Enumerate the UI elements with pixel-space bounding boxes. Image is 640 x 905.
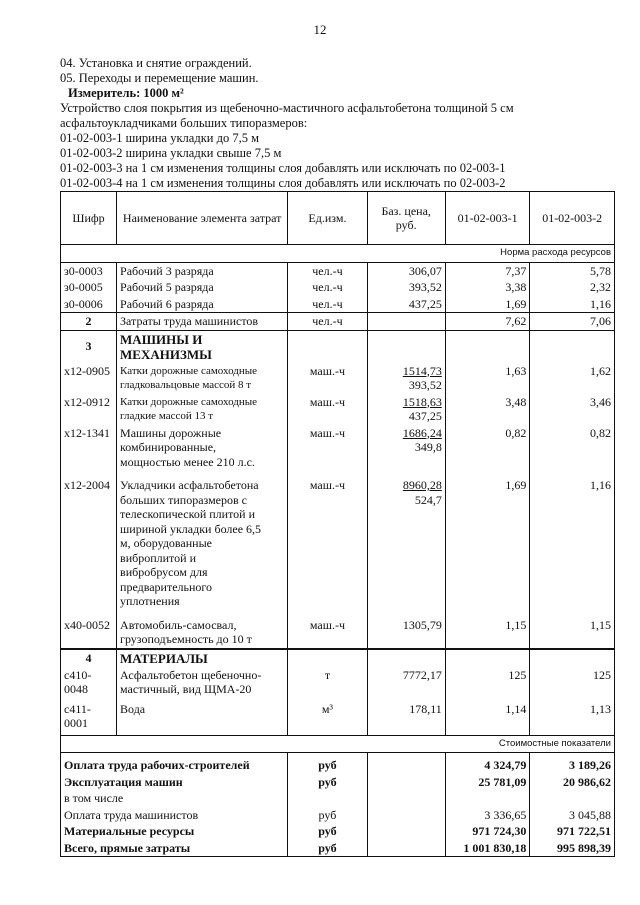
cell-unit: м³ bbox=[288, 698, 367, 736]
cost-row-machines bbox=[61, 774, 615, 791]
cell-name bbox=[117, 667, 288, 698]
cell-name bbox=[117, 610, 288, 649]
cell-price: 1305,79 bbox=[367, 610, 445, 649]
cell-name-line: комбинированные, bbox=[120, 440, 217, 454]
cell-name-line: грузоподъемность до 10 т bbox=[120, 632, 252, 646]
cell-value-1: 7,62 bbox=[445, 313, 530, 331]
section-3-title-line-1: МАШИНЫ И bbox=[120, 331, 203, 347]
table-row bbox=[61, 279, 615, 296]
table-row bbox=[61, 394, 615, 425]
header-name: Наименование элемента затрат bbox=[117, 192, 288, 245]
cell-price: 178,11 bbox=[367, 698, 445, 736]
cell-name bbox=[117, 470, 288, 610]
header-unit: Ед.изм. bbox=[288, 192, 367, 245]
cost-unit: руб bbox=[288, 840, 367, 857]
section-3-title-line-2: МЕХАНИЗМЫ bbox=[120, 346, 212, 362]
cell-code: х12-2004 bbox=[61, 470, 117, 610]
cost-row-materials bbox=[61, 823, 615, 840]
cost-empty bbox=[367, 807, 445, 824]
page-number: 12 bbox=[313, 22, 327, 37]
table-row bbox=[61, 296, 615, 313]
cost-label-text: Всего, прямые затраты bbox=[61, 840, 288, 857]
cell-name-line: виброплитой и bbox=[120, 550, 196, 565]
table-row bbox=[61, 610, 615, 649]
cell-code: с411-0001 bbox=[61, 698, 117, 736]
cost-empty bbox=[367, 774, 445, 791]
cost-row-labor bbox=[61, 753, 615, 774]
cell-name bbox=[117, 394, 288, 425]
table-row bbox=[61, 667, 615, 698]
cost-label-row bbox=[61, 735, 615, 753]
cell-value-1: 0,82 bbox=[445, 425, 530, 471]
cell-code: 2 bbox=[61, 313, 117, 331]
price-machine: 1514,73 bbox=[402, 363, 442, 378]
cell-name-line: Машины дорожные bbox=[120, 425, 222, 440]
section-2-row bbox=[61, 313, 615, 331]
cell-code: х12-0905 bbox=[61, 363, 117, 394]
cost-row-total bbox=[61, 840, 615, 857]
cell-value-2: 0,82 bbox=[530, 425, 615, 471]
cost-label-text: в том числе bbox=[61, 790, 288, 807]
cell-code: 4 bbox=[61, 649, 117, 667]
header-col1: 01-02-003-1 bbox=[445, 192, 530, 245]
cost-value-1 bbox=[445, 790, 530, 807]
norm-item-1: 01-02-003-1 ширина укладки до 7,5 м bbox=[60, 131, 259, 145]
table-row bbox=[61, 470, 615, 610]
cost-unit: руб bbox=[288, 823, 367, 840]
cost-value-2: 995 898,39 bbox=[530, 840, 615, 857]
cost-unit: руб bbox=[288, 774, 367, 791]
cell-price bbox=[367, 394, 445, 425]
cell-value-2: 1,62 bbox=[530, 363, 615, 394]
table-row bbox=[61, 262, 615, 279]
cell-unit: чел.-ч bbox=[288, 279, 367, 296]
cell-code: с410-0048 bbox=[61, 667, 117, 698]
cost-empty bbox=[367, 753, 445, 774]
header-code: Шифр bbox=[61, 192, 117, 245]
section-3-row bbox=[61, 330, 615, 363]
cost-value-2: 3 189,26 bbox=[530, 753, 615, 774]
norm-item-4: 01-02-003-4 на 1 см изменения толщины слоя добавлять или исключать по 02-003-2 bbox=[60, 176, 506, 190]
cell-name-line: м, оборудованные bbox=[120, 536, 212, 550]
section-4-title: МАТЕРИАЛЫ bbox=[117, 649, 288, 667]
norm-label-row bbox=[61, 245, 615, 263]
cell-code: з0-0006 bbox=[61, 296, 117, 313]
cell-name: Рабочий 5 разряда bbox=[117, 279, 288, 296]
cell-name-line: шириной укладки более 6,5 bbox=[120, 521, 262, 536]
cell-name-line: Укладчики асфальтобетона bbox=[120, 478, 259, 492]
cell-unit: маш.-ч bbox=[288, 425, 367, 471]
cell-name-line: Катки дорожные самоходные bbox=[120, 395, 258, 408]
cell-name: Вода bbox=[117, 698, 288, 736]
cost-value-2: 20 986,62 bbox=[530, 774, 615, 791]
cell-name-line: вибробрусом для bbox=[120, 565, 208, 579]
cell-name-line: гладкие массой 13 т bbox=[120, 410, 214, 422]
cell-name-line: уплотнения bbox=[120, 594, 180, 608]
cost-label-text: Оплата труда рабочих-строителей bbox=[61, 753, 288, 774]
cell-value-1: 3,38 bbox=[445, 279, 530, 296]
cell-value-1: 3,48 bbox=[445, 394, 530, 425]
cost-empty bbox=[367, 823, 445, 840]
cell-name bbox=[117, 363, 288, 394]
cost-value-1: 25 781,09 bbox=[445, 774, 530, 791]
price-operator: 524,7 bbox=[414, 492, 442, 507]
cell-name-line: гладковальцовые массой 8 т bbox=[120, 379, 252, 391]
cell-value-1: 1,69 bbox=[445, 296, 530, 313]
cell-name-line: Асфальтобетон щебеночно- bbox=[120, 667, 262, 682]
cost-row-including bbox=[61, 790, 615, 807]
cell-value-1: 125 bbox=[445, 667, 530, 698]
cost-unit: руб bbox=[288, 807, 367, 824]
price-operator: 349,8 bbox=[414, 440, 442, 454]
cell-value-1: 1,63 bbox=[445, 363, 530, 394]
cell-unit: т bbox=[288, 667, 367, 698]
cell-value-2: 1,13 bbox=[530, 698, 615, 736]
cell-price: 393,52 bbox=[367, 279, 445, 296]
table-row bbox=[61, 425, 615, 471]
cell-name bbox=[117, 425, 288, 471]
cell-value-2: 7,06 bbox=[530, 313, 615, 331]
table-row bbox=[61, 698, 615, 736]
intro-line-1: 04. Установка и снятие ограждений. bbox=[60, 56, 252, 70]
section-4-row bbox=[61, 649, 615, 667]
cell-name-line: мастичный, вид ЩМА-20 bbox=[120, 682, 252, 696]
norm-item-3: 01-02-003-3 на 1 см изменения толщины слоя добавлять или исключать по 02-003-1 bbox=[60, 161, 506, 175]
cell-price: 7772,17 bbox=[367, 667, 445, 698]
cell-unit: маш.-ч bbox=[288, 394, 367, 425]
work-description-1: Устройство слоя покрытия из щебеночно-мастичного асфальтобетона толщиной 5 см bbox=[60, 101, 514, 115]
price-operator: 393,52 bbox=[408, 378, 442, 392]
cell-name: Рабочий 3 разряда bbox=[117, 262, 288, 279]
cell-name-line: Катки дорожные самоходные bbox=[120, 364, 258, 377]
cell-price bbox=[367, 313, 445, 331]
resource-table bbox=[60, 191, 615, 857]
norm-label: Норма расхода ресурсов bbox=[61, 245, 615, 263]
price-operator: 437,25 bbox=[408, 409, 442, 423]
header-price: Баз. цена, руб. bbox=[367, 192, 445, 245]
table-row bbox=[61, 363, 615, 394]
cost-value-2: 971 722,51 bbox=[530, 823, 615, 840]
cell-price bbox=[367, 470, 445, 610]
cell-value-2: 2,32 bbox=[530, 279, 615, 296]
cost-value-1: 3 336,65 bbox=[445, 807, 530, 824]
cell-code: 3 bbox=[61, 330, 117, 363]
cell-name: Затраты труда машинистов bbox=[117, 313, 288, 331]
cell-code: з0-0005 bbox=[61, 279, 117, 296]
cell-unit: чел.-ч bbox=[288, 296, 367, 313]
cost-empty bbox=[367, 840, 445, 857]
cell-value-2: 1,16 bbox=[530, 470, 615, 610]
cell-value-2: 3,46 bbox=[530, 394, 615, 425]
section-3-title bbox=[117, 330, 288, 363]
cost-unit: руб bbox=[288, 753, 367, 774]
cell-code: з0-0003 bbox=[61, 262, 117, 279]
cell-value-1: 1,15 bbox=[445, 610, 530, 649]
cell-unit: маш.-ч bbox=[288, 470, 367, 610]
cell-value-2: 125 bbox=[530, 667, 615, 698]
price-machine: 1686,24 bbox=[402, 425, 442, 440]
cell-price bbox=[367, 425, 445, 471]
cost-value-1: 4 324,79 bbox=[445, 753, 530, 774]
price-machine: 8960,28 bbox=[402, 478, 442, 492]
work-description-2: асфальтоукладчиками больших типоразмеров: bbox=[60, 116, 308, 130]
cell-value-2: 1,15 bbox=[530, 610, 615, 649]
intro-section bbox=[60, 56, 620, 191]
cell-name-line: телескопической плитой и bbox=[120, 507, 255, 521]
cost-label: Стоимостные показатели bbox=[61, 735, 615, 753]
cell-name-line: Автомобиль-самосвал, bbox=[120, 617, 237, 632]
cost-empty bbox=[367, 790, 445, 807]
cost-value-1: 1 001 830,18 bbox=[445, 840, 530, 857]
measure-unit: Измеритель: 1000 м² bbox=[68, 86, 184, 100]
cell-value-2: 1,16 bbox=[530, 296, 615, 313]
cost-unit bbox=[288, 790, 367, 807]
cell-unit: чел.-ч bbox=[288, 262, 367, 279]
cell-name-line: мощностью менее 210 л.с. bbox=[120, 454, 255, 469]
cell-name: Рабочий 6 разряда bbox=[117, 296, 288, 313]
header-col2: 01-02-003-2 bbox=[530, 192, 615, 245]
table-header-row bbox=[61, 192, 615, 245]
cell-value-1: 1,69 bbox=[445, 470, 530, 610]
cost-label-text: Эксплуатация машин bbox=[61, 774, 288, 791]
cell-code: х40-0052 bbox=[61, 610, 117, 649]
cell-price: 306,07 bbox=[367, 262, 445, 279]
cost-value-1: 971 724,30 bbox=[445, 823, 530, 840]
cell-unit: маш.-ч bbox=[288, 363, 367, 394]
cell-price bbox=[367, 363, 445, 394]
cell-name-line: предварительного bbox=[120, 579, 213, 594]
cost-value-2 bbox=[530, 790, 615, 807]
cell-code: х12-0912 bbox=[61, 394, 117, 425]
cell-unit: чел.-ч bbox=[288, 313, 367, 331]
cost-label-text: Материальные ресурсы bbox=[61, 823, 288, 840]
cell-value-2: 5,78 bbox=[530, 262, 615, 279]
norm-item-2: 01-02-003-2 ширина укладки свыше 7,5 м bbox=[60, 146, 282, 160]
cell-name-line: больших типоразмеров с bbox=[120, 492, 247, 507]
cost-value-2: 3 045,88 bbox=[530, 807, 615, 824]
cost-label-text: Оплата труда машинистов bbox=[61, 807, 288, 824]
intro-line-2: 05. Переходы и перемещение машин. bbox=[60, 71, 259, 85]
cell-value-1: 1,14 bbox=[445, 698, 530, 736]
cell-unit: маш.-ч bbox=[288, 610, 367, 649]
cell-value-1: 7,37 bbox=[445, 262, 530, 279]
cost-row-operators bbox=[61, 807, 615, 824]
price-machine: 1518,63 bbox=[402, 394, 442, 409]
cell-code: х12-1341 bbox=[61, 425, 117, 471]
cell-price: 437,25 bbox=[367, 296, 445, 313]
